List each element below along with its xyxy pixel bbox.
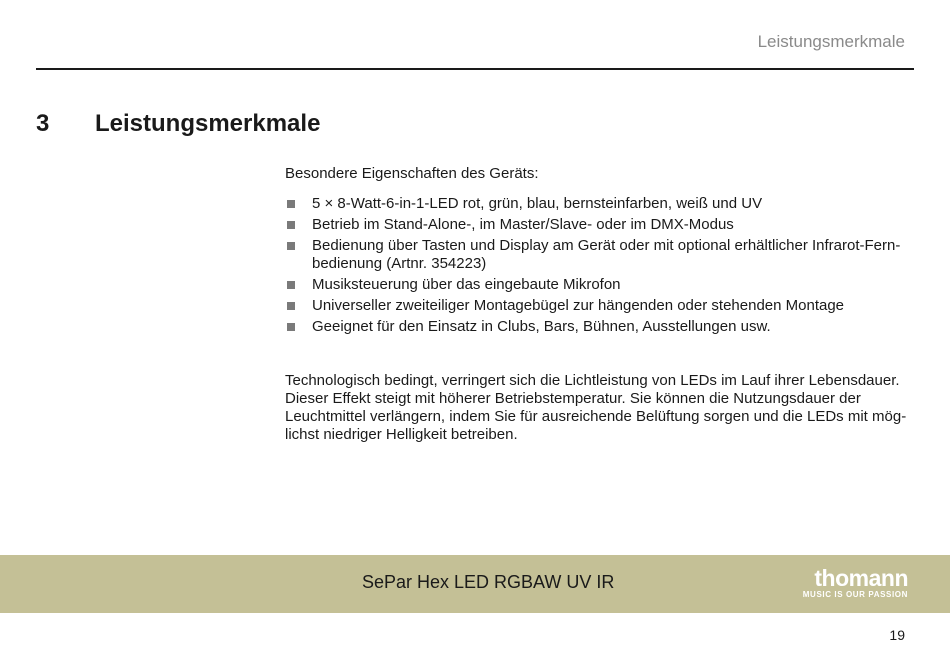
square-bullet-icon <box>287 323 295 331</box>
feature-text: Musiksteuerung über das eingebaute Mikrofon <box>312 276 621 293</box>
product-name: SePar Hex LED RGBAW UV IR <box>362 572 615 592</box>
feature-text: Bedienung über Tasten und Display am Gerät oder mit optional erhältlicher Infrarot-Fernbedienung (Artnr. 354223) <box>312 237 901 272</box>
feature-item <box>285 318 910 336</box>
square-bullet-icon <box>287 221 295 229</box>
feature-item <box>285 297 910 315</box>
section-number: 3 <box>36 110 50 137</box>
content-body <box>285 165 910 444</box>
square-bullet-icon <box>287 200 295 208</box>
led-lifetime-note: Technologisch bedingt, verringert sich die Lichtleistung von LEDs im Lauf ihrer Lebensdauer. Dieser Effekt steigt mit höherer Betriebstemperatur. Sie können die Nutzungsdauer der Leuchtmittel verlängern, indem Sie für ausreichende Belüftung sorgen und die LEDs mit möglichst niedriger Helligkeit betreiben. <box>285 372 907 443</box>
feature-text: Universeller zweiteiliger Montagebügel zur hängenden oder stehenden Montage <box>312 297 845 314</box>
logo-tagline: MUSIC IS OUR PASSION <box>802 590 908 599</box>
section-title: Leistungsmerkmale <box>95 110 321 137</box>
feature-text: Betrieb im Stand-Alone-, im Master/Slave- oder im DMX-Modus <box>312 216 734 233</box>
square-bullet-icon <box>287 302 295 310</box>
logo-wordmark: thomann <box>814 565 908 591</box>
page-number: 19 <box>889 627 905 643</box>
header-rule <box>36 68 914 70</box>
feature-text: 5 × 8-Watt-6-in-1-LED rot, grün, blau, bernsteinfarben, weiß und UV <box>312 195 763 212</box>
thomann-logo <box>790 566 908 600</box>
feature-item <box>285 195 910 213</box>
square-bullet-icon <box>287 281 295 289</box>
feature-text: Geeignet für den Einsatz in Clubs, Bars, Bühnen, Ausstellungen usw. <box>312 318 771 335</box>
feature-item <box>285 216 910 234</box>
running-header: Leistungsmerkmale <box>757 32 905 51</box>
feature-list <box>285 195 910 336</box>
feature-item <box>285 276 910 294</box>
intro-text: Besondere Eigenschaften des Geräts: <box>285 165 539 182</box>
square-bullet-icon <box>287 242 295 250</box>
feature-item <box>285 237 910 273</box>
